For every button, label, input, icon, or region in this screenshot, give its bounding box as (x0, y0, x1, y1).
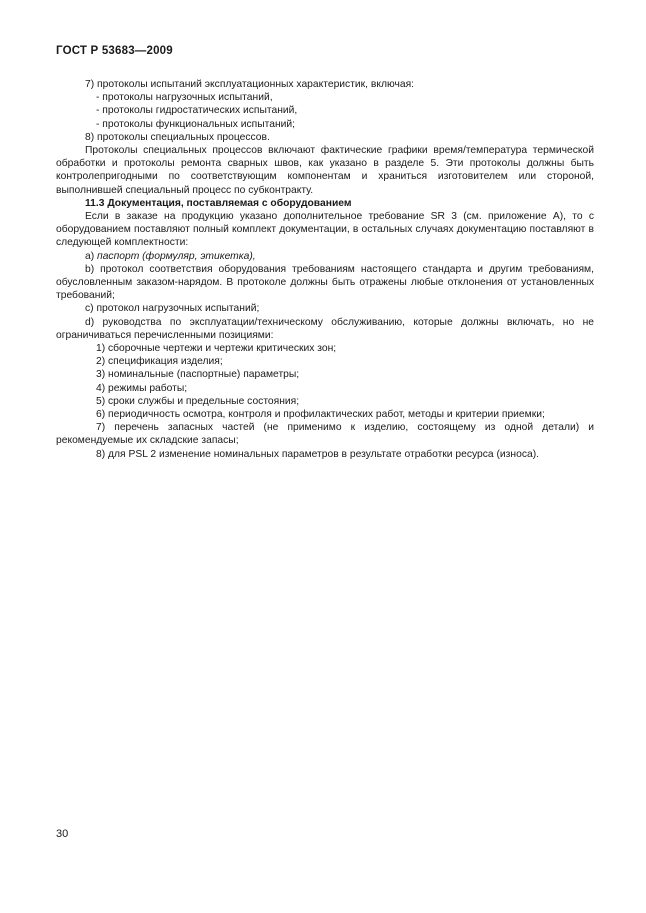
list-item: - протоколы нагрузочных испытаний, (96, 92, 273, 104)
page-body (56, 78, 594, 461)
section-heading: 11.3 Документация, поставляемая с оборудованием (85, 197, 352, 209)
list-item: - протоколы функциональных испытаний; (96, 118, 296, 130)
list-item: 2) спецификация изделия; (96, 356, 223, 368)
list-item: 6) периодичность осмотра, контроля и профилактических работ, методы и критерии приемки; (96, 409, 545, 421)
list-item: 1) сборочные чертежи и чертежи критических зон; (96, 343, 337, 355)
list-item: d) руководства по эксплуатации/техническому обслуживанию, которые должны включать, но не ограничиваться перечисленными позициями: (56, 316, 594, 341)
list-item: b) протокол соответствия оборудования требованиям настоящего стандарта и другим требованиям, обусловленным заказом-нарядом. В протоколе должны быть отражены любые отклонения от установленных требований; (56, 263, 594, 302)
list-item: 3) номинальные (паспортные) параметры; (96, 369, 300, 381)
list-item: - протоколы гидростатических испытаний, (96, 105, 298, 117)
list-item-text: паспорт (формуляр, этикетка), (97, 250, 256, 262)
list-item: 4) режимы работы; (96, 382, 188, 394)
list-item: 7) протоколы испытаний эксплуатационных характеристик, включая: (85, 79, 415, 90)
list-item: с) протокол нагрузочных испытаний; (85, 303, 260, 315)
list-item: 5) сроки службы и предельные состояния; (96, 395, 300, 407)
paragraph: Протоколы специальных процессов включают фактические графики время/температура термической обработки и протоколы ремонта сварных швов, как указано в разделе 5. Эти протоколы должны быть контролепригодными по соответствующим компонентам и храниться изготовителем или стороной, выполнившей специальный процесс по субконтракту. (56, 145, 594, 196)
list-item (56, 250, 594, 263)
list-item-prefix: а) (85, 250, 98, 262)
list-item: 8) протоколы специальных процессов. (85, 131, 270, 143)
list-item: 8) для PSL 2 изменение номинальных параметров в результате отработки ресурса (износа). (96, 448, 539, 460)
paragraph: Если в заказе на продукцию указано дополнительное требование SR 3 (см. приложение А), то с оборудованием поставляют полный комплект документации, в остальных случаях документацию поставляют в следующей комплектности: (56, 211, 594, 249)
list-item: 7) перечень запасных частей (не применимо к изделию, состоящему из одной детали) и рекомендуемые их складские запасы; (56, 422, 594, 447)
page-header: ГОСТ Р 53683—2009 (56, 45, 173, 57)
page-number: 30 (56, 828, 69, 840)
